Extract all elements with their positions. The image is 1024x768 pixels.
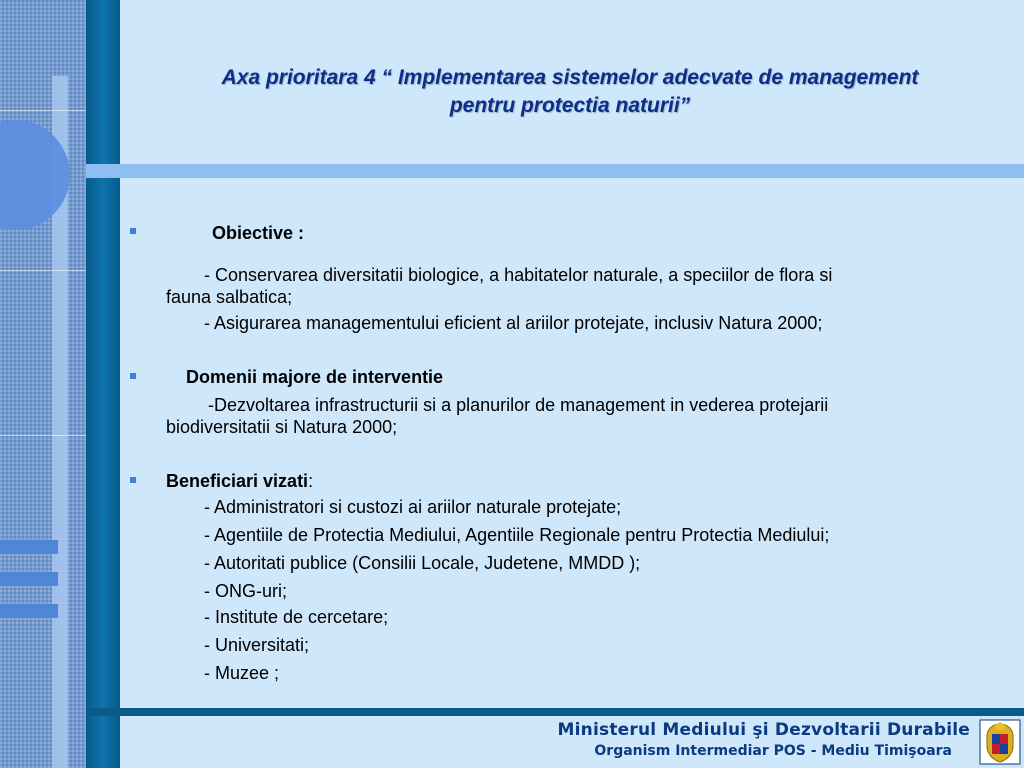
slide-title: [130, 64, 1010, 120]
slide-content: [120, 178, 1024, 708]
beneficiari-item-2: - Agentiile de Protectia Mediului, Agentiile Regionale pentru Protectia Mediului;: [204, 525, 830, 545]
beneficiari-item-6: - Universitati;: [204, 635, 310, 655]
footer: [120, 716, 1024, 768]
title-separator-bar: [86, 164, 1024, 178]
square-bullet-icon: [130, 373, 136, 379]
domenii-item-1-cont: biodiversitatii si Natura 2000;: [166, 417, 398, 437]
decorative-line: [0, 110, 86, 111]
slide-title-line-2: pentru protectia naturii”: [449, 94, 691, 117]
beneficiari-item-1: - Administratori si custozi ai ariilor naturale protejate;: [204, 497, 622, 517]
objective-heading: Obiective :: [212, 223, 305, 243]
objective-item-2: - Asigurarea managementului eficient al ariilor protejate, inclusiv Natura 2000;: [204, 313, 823, 333]
decorative-block: [0, 572, 58, 586]
decorative-block: [0, 540, 58, 554]
beneficiari-item-4: - ONG-uri;: [204, 581, 287, 601]
square-bullet-icon: [130, 228, 136, 234]
beneficiari-heading: [166, 470, 313, 492]
decorative-block: [0, 604, 58, 618]
beneficiari-heading-colon: :: [308, 471, 314, 491]
beneficiari-heading-text: Beneficiari vizati: [166, 471, 309, 491]
beneficiari-item-3: - Autoritati publice (Consilii Locale, Judetene, MMDD );: [204, 553, 641, 573]
left-decorative-strip: [0, 0, 86, 768]
beneficiari-item-7: - Muzee ;: [204, 663, 280, 683]
slide-title-line-1: Axa prioritara 4 “ Implementarea sistemelor adecvate de management: [221, 66, 919, 89]
footer-organism-name: Organism Intermediar POS - Mediu Timişoara: [594, 743, 952, 759]
footer-separator-bar: [86, 708, 1024, 716]
square-bullet-icon: [130, 477, 136, 483]
domenii-item-1: -Dezvoltarea infrastructurii si a planurilor de management in vederea protejarii: [208, 395, 829, 415]
footer-ministry-name: Ministerul Mediului şi Dezvoltarii Durabile: [557, 720, 970, 740]
objective-item-1: - Conservarea diversitatii biologice, a habitatelor naturale, a speciilor de flora si: [204, 265, 833, 285]
objective-item-1-cont: fauna salbatica;: [166, 287, 293, 307]
decorative-dark-column: [86, 0, 120, 768]
beneficiari-item-5: - Institute de cercetare;: [204, 607, 389, 627]
decorative-line: [0, 270, 86, 271]
romania-coat-of-arms-icon: [976, 716, 1024, 768]
domenii-heading: Domenii majore de interventie: [186, 367, 444, 387]
decorative-line: [0, 435, 86, 436]
